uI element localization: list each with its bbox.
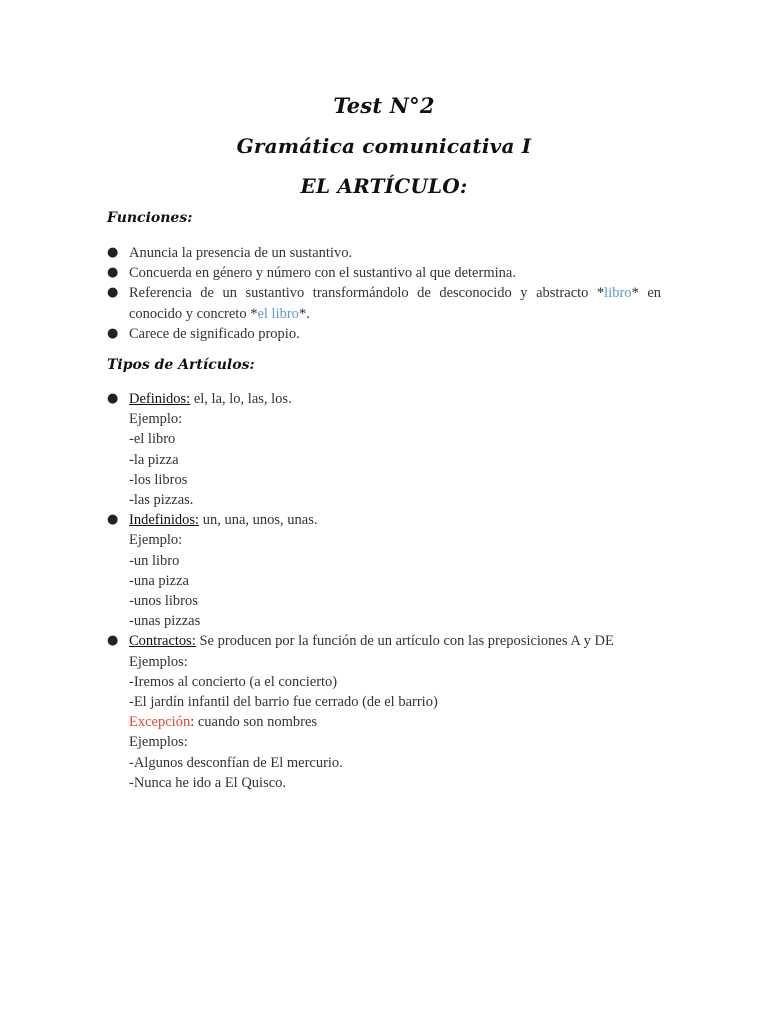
indefinidos-label: Indefinidos: [129,512,200,529]
funcion-1: Anuncia la presencia de un sustantivo. [129,245,353,261]
bullet-icon: ● [107,512,119,528]
bullet-icon: ● [107,391,119,406]
example-line: Ejemplo: [129,532,183,549]
list-item [0,263,661,283]
example-line: -Algunos desconfían de El mercurio. [129,754,343,771]
bullet-icon: ● [107,245,119,260]
funcion-3-example-libro: libro [604,285,632,302]
list-item-definidos [0,389,661,510]
example-line: -unas pizzas [129,613,201,630]
list-item [0,283,661,323]
list-item [0,324,661,344]
exception-label: Excepción [129,714,191,731]
test-title: Test N°2 [333,93,435,118]
example-line: -una pizza [129,572,189,589]
subject-title: Gramática comunicativa I [236,134,532,158]
example-line: -unos libros [129,593,198,610]
funcion-3-part-e: *. [298,305,310,322]
example-line: -Iremos al concierto (a el concierto) [129,673,338,690]
example-line: Ejemplos: [129,734,188,751]
bullet-icon: ● [107,325,119,341]
example-line: Ejemplo: [129,411,183,428]
example-line: -el libro [129,431,176,448]
bullet-icon: ● [107,285,119,301]
list-item [0,243,661,263]
bullet-icon: ● [107,633,119,649]
contractos-desc: Se producen por la función de un artículo con las preposiciones A y DE [195,633,614,650]
example-line: -las pizzas. [129,492,194,509]
definidos-desc: el, la, lo, las, los. [190,391,292,407]
funcion-3-part-a: Referencia de un sustantivo transformándolo de desconocido y abstracto * [129,285,605,302]
funciones-list [0,243,661,344]
definidos-label: Definidos: [129,391,191,407]
tipos-list [0,389,661,793]
example-line: -un libro [129,552,180,569]
exception-text: : cuando son nombres [190,714,318,731]
funciones-heading: Funciones: [107,210,193,226]
example-line: -El jardín infantil del barrio fue cerrado (de el barrio) [129,694,438,711]
funcion-3-example-el-libro: el libro [257,305,299,322]
funcion-3-part-c: * en conocido y concreto * [129,285,662,322]
contractos-label: Contractos: [129,633,196,650]
example-line: -los libros [129,471,188,488]
example-line: -la pizza [129,451,179,468]
list-item-contractos [0,631,661,793]
topic-title: EL ARTÍCULO: [300,174,468,198]
tipos-heading: Tipos de Artículos: [107,357,255,373]
example-line: Ejemplos: [129,653,188,670]
funcion-4: Carece de significado propio. [129,325,300,342]
funcion-2: Concuerda en género y número con el sustantivo al que determina. [129,265,516,282]
list-item-indefinidos [0,510,661,631]
example-line: -Nunca he ido a El Quisco. [129,774,287,791]
bullet-icon: ● [107,265,119,281]
indefinidos-desc: un, una, unos, unas. [199,512,318,529]
